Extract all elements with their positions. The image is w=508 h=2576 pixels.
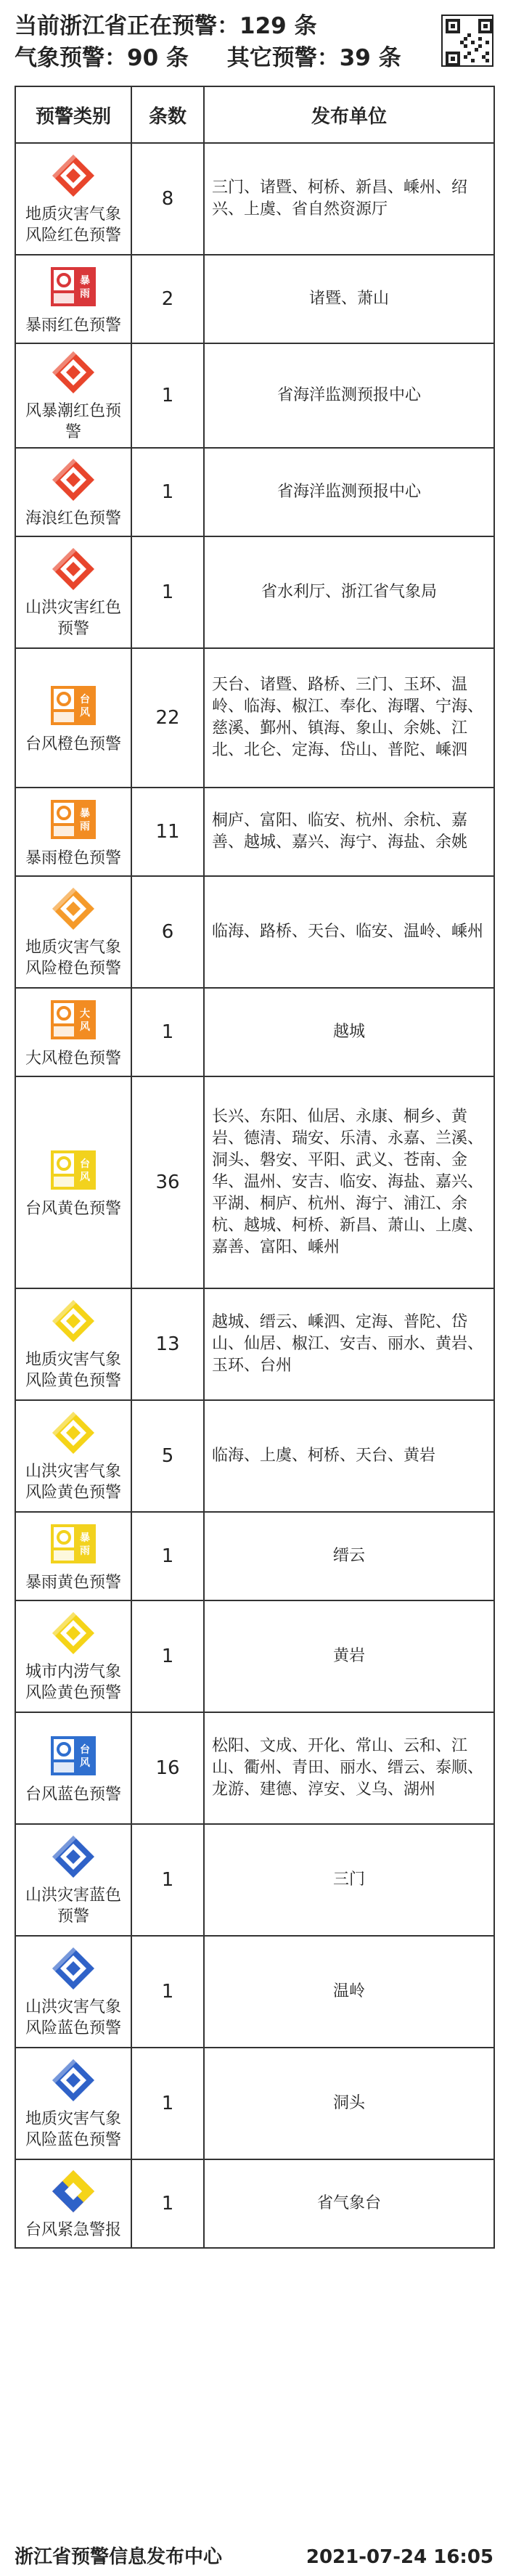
table-row — [15, 1936, 494, 2048]
warning-category-label: 风暴潮红色预警 — [25, 402, 121, 441]
flash-flood-red-icon — [49, 545, 97, 593]
warning-count-cell: 16 — [131, 1712, 204, 1824]
warning-count-cell: 1 — [131, 448, 204, 536]
total-warning-count: 当前浙江省正在预警：129 条 — [15, 13, 317, 39]
table-row — [15, 988, 494, 1076]
warning-category-cell — [15, 2048, 131, 2159]
qr-code-icon — [441, 15, 493, 67]
table-row — [15, 788, 494, 876]
issuing-units-cell: 临海、路桥、天台、临安、温岭、嵊州 — [204, 876, 494, 988]
table-row — [15, 255, 494, 343]
rainstorm-orange-icon — [49, 796, 97, 843]
storm-surge-red-icon — [49, 348, 97, 396]
svg-text:风: 风 — [80, 706, 90, 719]
warning-category-cell — [15, 988, 131, 1076]
issuing-units-cell: 缙云 — [204, 1512, 494, 1600]
warning-category-label: 台风黄色预警 — [25, 1199, 121, 1218]
warning-count-cell: 1 — [131, 2048, 204, 2159]
geo-hazard-orange-icon — [49, 885, 97, 933]
issuing-units-cell: 长兴、东阳、仙居、永康、桐乡、黄岩、德清、瑞安、乐清、永嘉、兰溪、洞头、磐安、平阳、武义、苍南、金华、温州、安吉、临安、海盐、嘉兴、平湖、桐庐、杭州、海宁、浦江、余杭、越城、柯桥、新昌、萧山、上虞、嘉善、富阳、嵊州 — [204, 1076, 494, 1288]
warning-category-cell — [15, 1076, 131, 1288]
table-row — [15, 648, 494, 788]
issuing-units-cell: 松阳、文成、开化、常山、云和、江山、衢州、青田、丽水、缙云、泰顺、龙游、建德、淳安、义乌、湖州 — [204, 1712, 494, 1824]
typhoon-blue-icon — [49, 1732, 97, 1780]
geo-hazard-red-icon — [49, 152, 97, 200]
issuing-units-cell: 三门 — [204, 1824, 494, 1936]
warning-count-cell: 1 — [131, 1600, 204, 1712]
svg-text:台: 台 — [80, 1743, 90, 1756]
warning-category-label: 地质灾害气象风险黄色预警 — [25, 1351, 121, 1390]
flash-flood-yellow-icon — [49, 1409, 97, 1457]
publisher-name: 浙江省预警信息发布中心 — [15, 2546, 223, 2568]
svg-text:暴: 暴 — [80, 1532, 90, 1544]
warning-count-cell: 1 — [131, 1936, 204, 2048]
warning-category-label: 地质灾害气象风险橙色预警 — [25, 939, 121, 978]
geo-hazard-blue-icon — [49, 2056, 97, 2104]
warning-table — [15, 86, 495, 2249]
svg-text:风: 风 — [80, 1021, 90, 1033]
table-row — [15, 1824, 494, 1936]
rainstorm-yellow-icon — [49, 1520, 97, 1568]
warning-category-label: 大风橙色预警 — [25, 1049, 121, 1068]
svg-text:雨: 雨 — [80, 287, 90, 300]
table-row — [15, 1400, 494, 1512]
warning-category-cell — [15, 876, 131, 988]
issuing-units-cell: 黄岩 — [204, 1600, 494, 1712]
warning-category-label: 山洪灾害蓝色预警 — [25, 1886, 121, 1926]
warning-category-label: 地质灾害气象风险红色预警 — [25, 205, 121, 245]
warning-category-label: 山洪灾害气象风险黄色预警 — [25, 1463, 121, 1502]
wave-red-icon — [49, 456, 97, 504]
typhoon-orange-icon — [49, 682, 97, 729]
column-header-category: 预警类别 — [15, 86, 131, 143]
warning-category-cell — [15, 1600, 131, 1712]
flash-flood-blue-icon — [49, 1833, 97, 1881]
other-warning-count: 其它预警：39 条 — [226, 45, 401, 71]
warning-count-cell: 8 — [131, 143, 204, 255]
table-row — [15, 448, 494, 536]
warning-count-cell: 11 — [131, 788, 204, 876]
table-row — [15, 2048, 494, 2159]
warning-category-cell — [15, 648, 131, 788]
warning-category-cell — [15, 788, 131, 876]
table-row — [15, 343, 494, 448]
warning-category-label: 台风橙色预警 — [25, 735, 121, 753]
header — [15, 10, 493, 77]
warning-count-cell: 13 — [131, 1288, 204, 1400]
table-row — [15, 1076, 494, 1288]
warning-count-cell: 1 — [131, 1512, 204, 1600]
warning-category-cell — [15, 1288, 131, 1400]
column-header-count: 条数 — [131, 86, 204, 143]
issuing-units-cell: 临海、上虞、柯桥、天台、黄岩 — [204, 1400, 494, 1512]
warning-count-cell: 22 — [131, 648, 204, 788]
issuing-units-cell: 温岭 — [204, 1936, 494, 2048]
geo-hazard-yellow-icon — [49, 1297, 97, 1345]
warning-count-cell: 5 — [131, 1400, 204, 1512]
table-row — [15, 143, 494, 255]
warning-category-cell — [15, 1400, 131, 1512]
typhoon-emergency-icon — [49, 2167, 97, 2215]
issuing-units-cell: 省海洋监测预报中心 — [204, 448, 494, 536]
warning-count-cell: 6 — [131, 876, 204, 988]
issuing-units-cell: 省气象台 — [204, 2159, 494, 2248]
warning-category-label: 山洪灾害气象风险蓝色预警 — [25, 1998, 121, 2037]
warning-count-cell: 2 — [131, 255, 204, 343]
svg-text:台: 台 — [80, 1158, 90, 1170]
svg-text:台: 台 — [80, 693, 90, 706]
warning-category-cell — [15, 536, 131, 648]
meteo-warning-count: 气象预警：90 条 — [15, 45, 189, 71]
issuing-units-cell: 洞头 — [204, 2048, 494, 2159]
publish-time: 2021-07-24 16:05 — [306, 2546, 493, 2568]
warning-category-cell — [15, 1712, 131, 1824]
warning-category-label: 台风蓝色预警 — [25, 1785, 121, 1804]
svg-text:风: 风 — [80, 1171, 90, 1183]
table-row — [15, 2159, 494, 2248]
warning-category-label: 城市内涝气象风险黄色预警 — [25, 1663, 121, 1702]
issuing-units-cell: 省水利厅、浙江省气象局 — [204, 536, 494, 648]
issuing-units-cell: 三门、诸暨、柯桥、新昌、嵊州、绍兴、上虞、省自然资源厅 — [204, 143, 494, 255]
warning-category-cell — [15, 1824, 131, 1936]
table-row — [15, 536, 494, 648]
warning-category-label: 暴雨红色预警 — [25, 316, 121, 335]
warning-category-label: 台风紧急警报 — [25, 2220, 121, 2239]
warning-category-cell — [15, 448, 131, 536]
issuing-units-cell: 诸暨、萧山 — [204, 255, 494, 343]
table-row — [15, 1288, 494, 1400]
urban-waterlogging-yellow-icon — [49, 1609, 97, 1657]
issuing-units-cell: 越城、缙云、嵊泗、定海、普陀、岱山、仙居、椒江、安吉、丽水、黄岩、玉环、台州 — [204, 1288, 494, 1400]
warning-category-cell — [15, 1936, 131, 2048]
flash-flood-blue-2-icon — [49, 1945, 97, 1992]
warning-count-cell: 1 — [131, 536, 204, 648]
issuing-units-cell: 桐庐、富阳、临安、杭州、余杭、嘉善、越城、嘉兴、海宁、海盐、余姚 — [204, 788, 494, 876]
warning-breakdown — [15, 42, 493, 74]
svg-text:风: 风 — [80, 1757, 90, 1769]
table-row — [15, 1712, 494, 1824]
warning-category-cell — [15, 2159, 131, 2248]
svg-text:暴: 暴 — [80, 274, 90, 287]
warning-category-label: 地质灾害气象风险蓝色预警 — [25, 2110, 121, 2149]
typhoon-yellow-icon — [49, 1146, 97, 1194]
gale-orange-icon — [49, 996, 97, 1044]
rainstorm-red-icon — [49, 263, 97, 311]
warning-category-label: 暴雨橙色预警 — [25, 849, 121, 867]
warning-category-label: 海浪红色预警 — [25, 509, 121, 528]
issuing-units-cell: 天台、诸暨、路桥、三门、玉环、温岭、临海、椒江、奉化、海曙、宁海、慈溪、鄞州、镇海、象山、余姚、江北、北仑、定海、岱山、普陀、嵊泗 — [204, 648, 494, 788]
svg-text:暴: 暴 — [80, 807, 90, 819]
warning-count-cell: 1 — [131, 988, 204, 1076]
table-row — [15, 876, 494, 988]
svg-text:大: 大 — [80, 1007, 90, 1020]
warning-category-label: 山洪灾害红色预警 — [25, 599, 121, 638]
warning-count-cell: 1 — [131, 1824, 204, 1936]
column-header-units: 发布单位 — [204, 86, 494, 143]
issuing-units-cell: 省海洋监测预报中心 — [204, 343, 494, 448]
table-header-row — [15, 86, 494, 143]
warning-category-cell — [15, 343, 131, 448]
warning-category-cell — [15, 143, 131, 255]
issuing-units-cell: 越城 — [204, 988, 494, 1076]
warning-category-cell — [15, 1512, 131, 1600]
warning-count-cell: 1 — [131, 2159, 204, 2248]
warning-category-cell — [15, 255, 131, 343]
warning-count-cell: 36 — [131, 1076, 204, 1288]
warning-category-label: 暴雨黄色预警 — [25, 1573, 121, 1592]
warning-count-cell: 1 — [131, 343, 204, 448]
footer — [15, 2543, 493, 2572]
table-row — [15, 1600, 494, 1712]
table-row — [15, 1512, 494, 1600]
svg-text:雨: 雨 — [80, 1545, 90, 1557]
svg-text:雨: 雨 — [80, 820, 90, 833]
